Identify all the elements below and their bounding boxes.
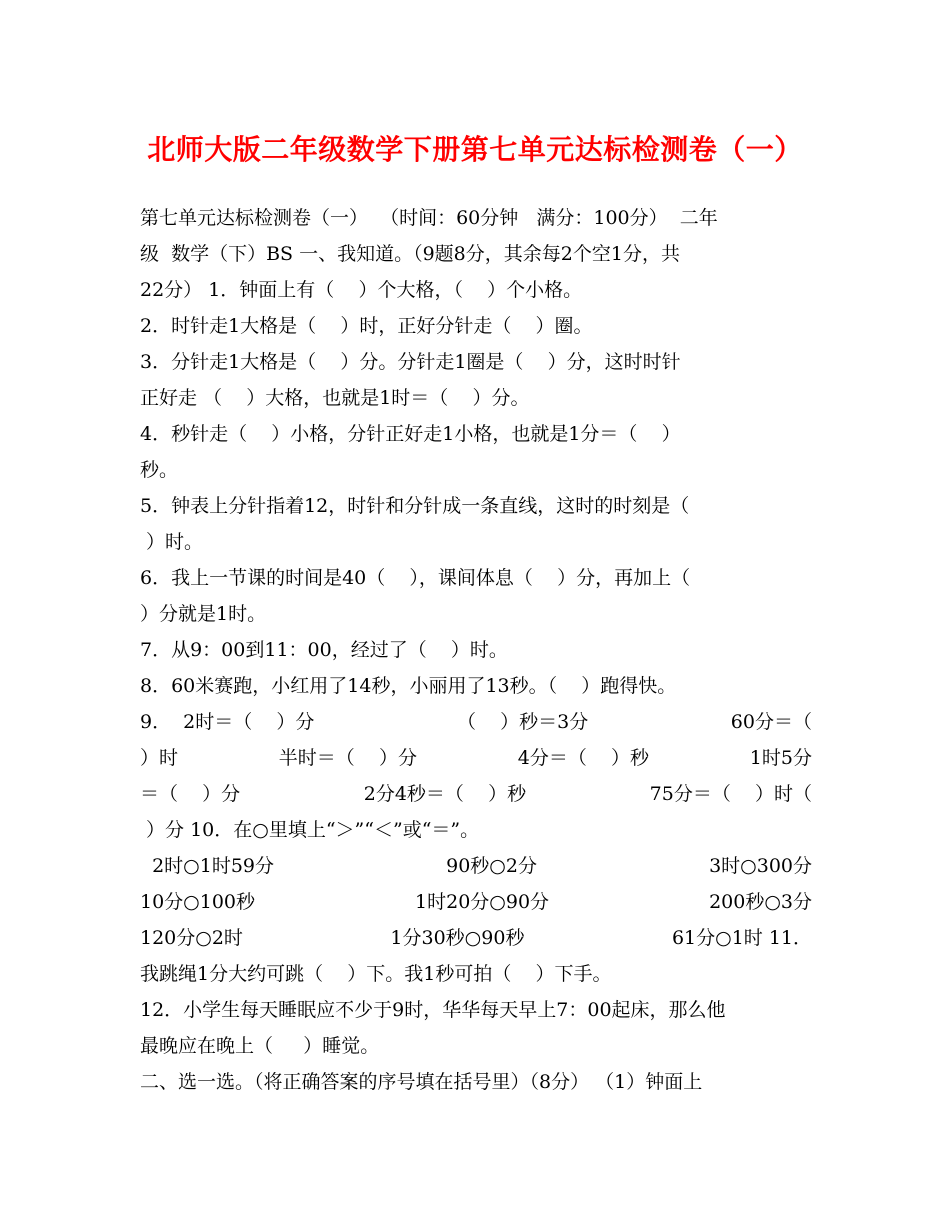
- text-line: 第七单元达标检测卷（一） （时间：60分钟 满分：100分） 二年: [140, 207, 718, 229]
- compare-item: 1分30秒○90秒: [390, 927, 525, 949]
- q9-item: （ ）秒＝3分: [456, 711, 589, 733]
- q9-row: [140, 704, 812, 740]
- exam-body: [140, 200, 812, 1100]
- q9-item: 4分＝（ ）秒: [517, 747, 649, 769]
- text-line: 6．我上一节课的时间是40（ ），课间体息（ ）分，再加上（: [140, 567, 691, 589]
- compare-row: [140, 884, 812, 920]
- q9-item: 9． 2时＝（ ）分: [140, 711, 315, 733]
- text-line: 7．从9：00到11：00，经过了（ ）时。: [140, 639, 508, 661]
- text-line: ）分 10．在○里填上“＞”“＜”或“＝”。: [140, 819, 480, 841]
- page-title: 北师大版二年级数学下册第七单元达标检测卷（一）: [147, 133, 803, 166]
- compare-row: [140, 848, 812, 884]
- text-line: ）时。: [140, 531, 204, 553]
- text-line: ）分就是1时。: [140, 603, 267, 625]
- text-line: 8．60米赛跑，小红用了14秒，小丽用了13秒。（ ）跑得快。: [140, 675, 677, 697]
- q9-row: [140, 740, 812, 776]
- text-line: 级 数学（下）BS 一、我知道。（9题8分，其余每2个空1分，共: [140, 243, 680, 265]
- compare-item: 1时20分○90分: [415, 891, 550, 913]
- q9-item: 2分4秒＝（ ）秒: [363, 783, 527, 805]
- compare-item: 61分○1时 11．: [671, 927, 812, 949]
- compare-item: 90秒○2分: [446, 855, 537, 877]
- compare-item: 10分○100秒: [140, 891, 256, 913]
- q9-item: 半时＝（ ）分: [278, 747, 417, 769]
- compare-item: 3时○300分: [709, 855, 812, 877]
- text-line: 4．秒针走（ ）小格，分针正好走1小格，也就是1分＝（ ）: [140, 423, 681, 445]
- compare-item: 200秒○3分: [709, 891, 812, 913]
- text-line: 二、选一选。（将正确答案的序号填在括号里）（8分） （1）钟面上: [140, 1071, 703, 1093]
- q9-item: 1时5分: [749, 747, 812, 769]
- text-line: 12．小学生每天睡眠应不少于9时，华华每天早上7：00起床，那么他: [140, 999, 726, 1021]
- compare-item: 120分○2时: [140, 927, 243, 949]
- text-line: 3．分针走1大格是（ ）分。分针走1圈是（ ）分，这时时针: [140, 351, 681, 373]
- q9-item: 75分＝（ ）时（: [649, 783, 812, 805]
- q9-item: 60分＝（: [730, 711, 812, 733]
- text-line: 22分） 1．钟面上有（ ）个大格，（ ）个小格。: [140, 279, 583, 301]
- text-line: 最晚应在晚上（ ）睡觉。: [140, 1035, 380, 1057]
- q9-row: [140, 776, 812, 812]
- text-line: 秒。: [140, 459, 179, 481]
- text-line: 我跳绳1分大约可跳（ ）下。我1秒可拍（ ）下手。: [140, 963, 612, 985]
- text-line: 2．时针走1大格是（ ）时，正好分针走（ ）圈。: [140, 315, 593, 337]
- compare-row: [140, 920, 812, 956]
- q9-item: ）时: [140, 747, 179, 769]
- text-line: 正好走 （ ）大格，也就是1时＝（ ）分。: [140, 387, 530, 409]
- text-line: 5．钟表上分针指着12，时针和分针成一条直线，这时的时刻是（: [140, 495, 690, 517]
- q9-item: ＝（ ）分: [140, 783, 241, 805]
- compare-item: 2时○1时59分: [140, 855, 275, 877]
